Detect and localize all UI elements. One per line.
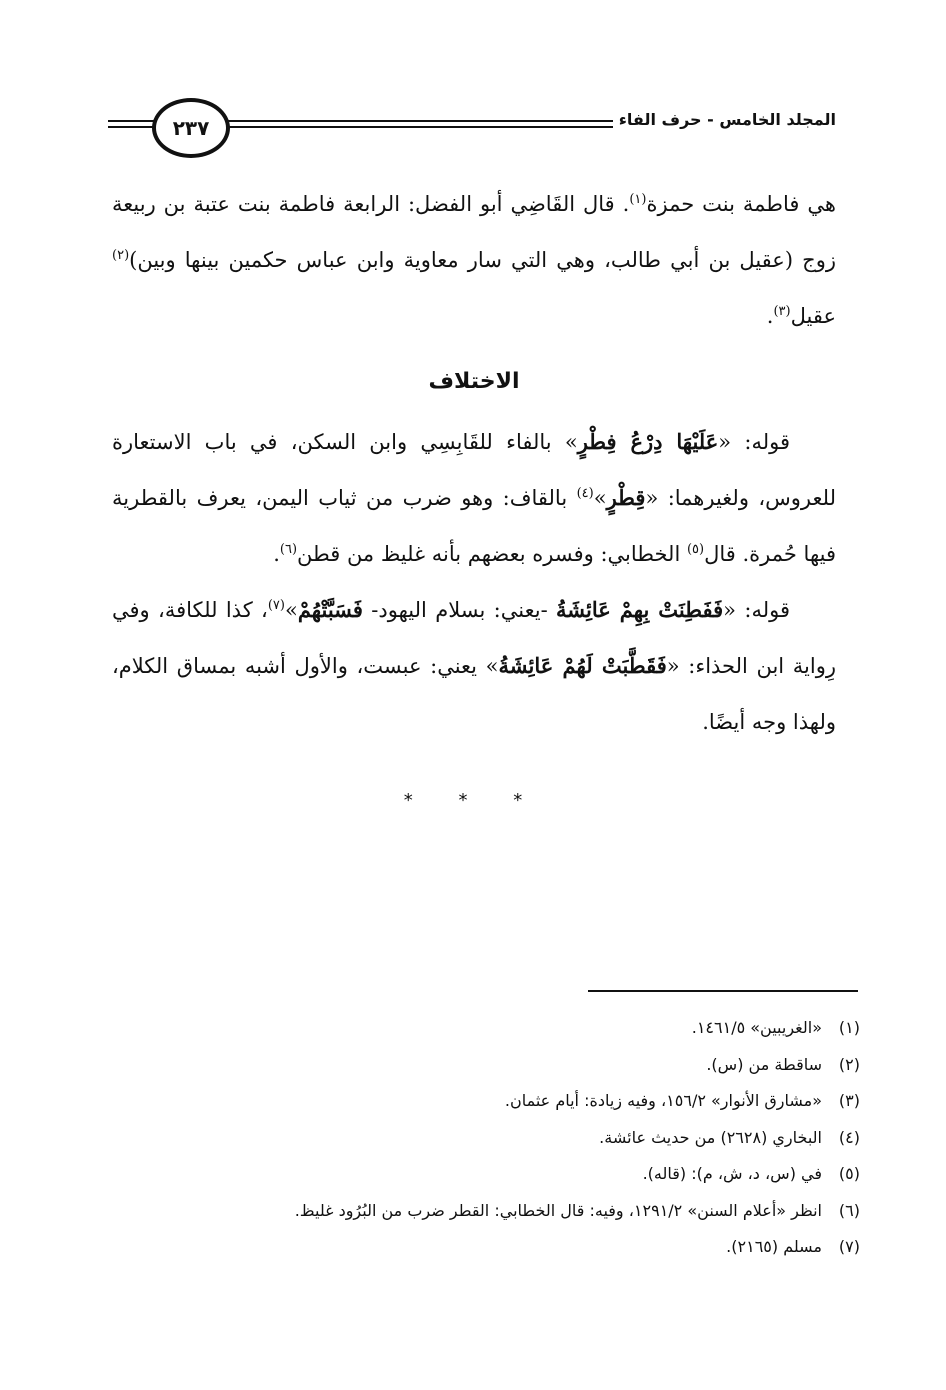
footnote-ref[interactable]: (٧) [267,598,285,613]
hadith-quote: عَلَيْهَا دِرْعُ فِطْرٍ [577,429,719,454]
paragraph [112,582,836,750]
footnote-divider [588,990,858,992]
footnote [100,1229,860,1266]
footnote [100,1120,860,1157]
hadith-quote: فَقَطَّبَتْ لَهُمْ عَائِشَةُ [498,653,667,678]
hadith-quote: قِطْرٍ [606,485,646,510]
text-run: الخطابي: وفسره بعضهم بأنه غليظ من قطن [297,542,687,566]
text-run: » بالفاء للقَابِسِي وابن السكن، في باب الاستعارة للعروس، ولغيرهما: « [112,430,837,510]
footnote-text: في (س، د، ش، م): (قاله). [642,1164,822,1183]
footnote [100,1010,860,1047]
footnote-text: «الغريبين» ١٤٦١/٥. [691,1018,822,1037]
footnotes [100,1010,860,1266]
text-run: » يعني: عبست، والأول أشبه بمساق الكلام، ولهذا وجه أيضًا. [112,654,836,734]
text-run: » [284,598,298,622]
section-separator: * * * [403,790,543,811]
text-run: هي فاطمة بنت حمزة [646,192,836,216]
text-run: بالقاف: وهو ضرب من ثياب اليمن، يعرف بالقطرية فيها حُمرة. قال [112,486,836,566]
footnote-ref[interactable]: (٤) [576,486,594,501]
hadith-quote: فَفَطِنَتْ بِهِمْ عَائِشَةُ [556,597,724,622]
footnote [100,1193,860,1230]
footnote-number: (٧) [838,1237,860,1256]
text-run: قوله: « [718,430,791,454]
footnote-ref[interactable]: (١) [629,192,647,207]
footnote-ref[interactable]: (٦) [279,542,298,557]
text-run: » [593,486,607,510]
paragraph [112,176,836,344]
main-text [112,176,836,750]
text-run: -يعني: بسلام اليهود- [362,598,557,622]
page-header [108,96,836,162]
page-number: ٢٣٧ [152,98,230,158]
footnote-ref[interactable]: (٥) [686,542,705,557]
footnote-number: (١) [838,1018,860,1037]
text-run: عقيل [790,304,836,328]
text-run: . [766,304,774,328]
text-run: . [273,542,280,566]
footnote [100,1083,860,1120]
footnote-ref[interactable]: (٣) [773,304,791,319]
footnote-number: (٤) [838,1127,860,1147]
footnote-number: (٢) [838,1054,860,1074]
running-title: المجلد الخامس - حرف الفاء [613,110,836,129]
footnote-text: ساقطة من (س). [706,1054,822,1074]
footnote-text: انظر «أعلام السنن» ١٢٩١/٢، وفيه: قال الخطابي: القطر ضرب من البُرُود غليظ. [294,1200,822,1220]
footnote-text: البخاري (٢٦٢٨) من حديث عائشة. [599,1127,822,1147]
paragraph [112,414,836,582]
footnote-text: «مشارق الأنوار» ١٥٦/٢، وفيه زيادة: أيام عثمان. [504,1091,822,1110]
hadith-quote: فَسَبَّتْهُمْ [297,597,363,622]
footnote-text: مسلم (٢١٦٥). [726,1237,822,1256]
footnote [100,1047,860,1084]
footnote-number: (٦) [838,1200,860,1220]
text-run: قوله: « [723,598,790,622]
footnote [100,1156,860,1193]
text-run: . قال القَاضِي أبو الفضل: الرابعة فاطمة بنت عتبة بن ربيعة زوج (عقيل بن أبي طالب، وهي التي سار معاوية وابن عباس حكمين بينها وبين) [112,192,836,272]
footnote-number: (٥) [838,1164,860,1183]
section-heading: الاختلاف [428,369,520,394]
text-run: ، كذا للكافة، وفي رِواية ابن الحذاء: « [112,598,837,678]
footnote-number: (٣) [838,1091,860,1110]
footnote-ref[interactable]: (٢) [112,248,130,263]
